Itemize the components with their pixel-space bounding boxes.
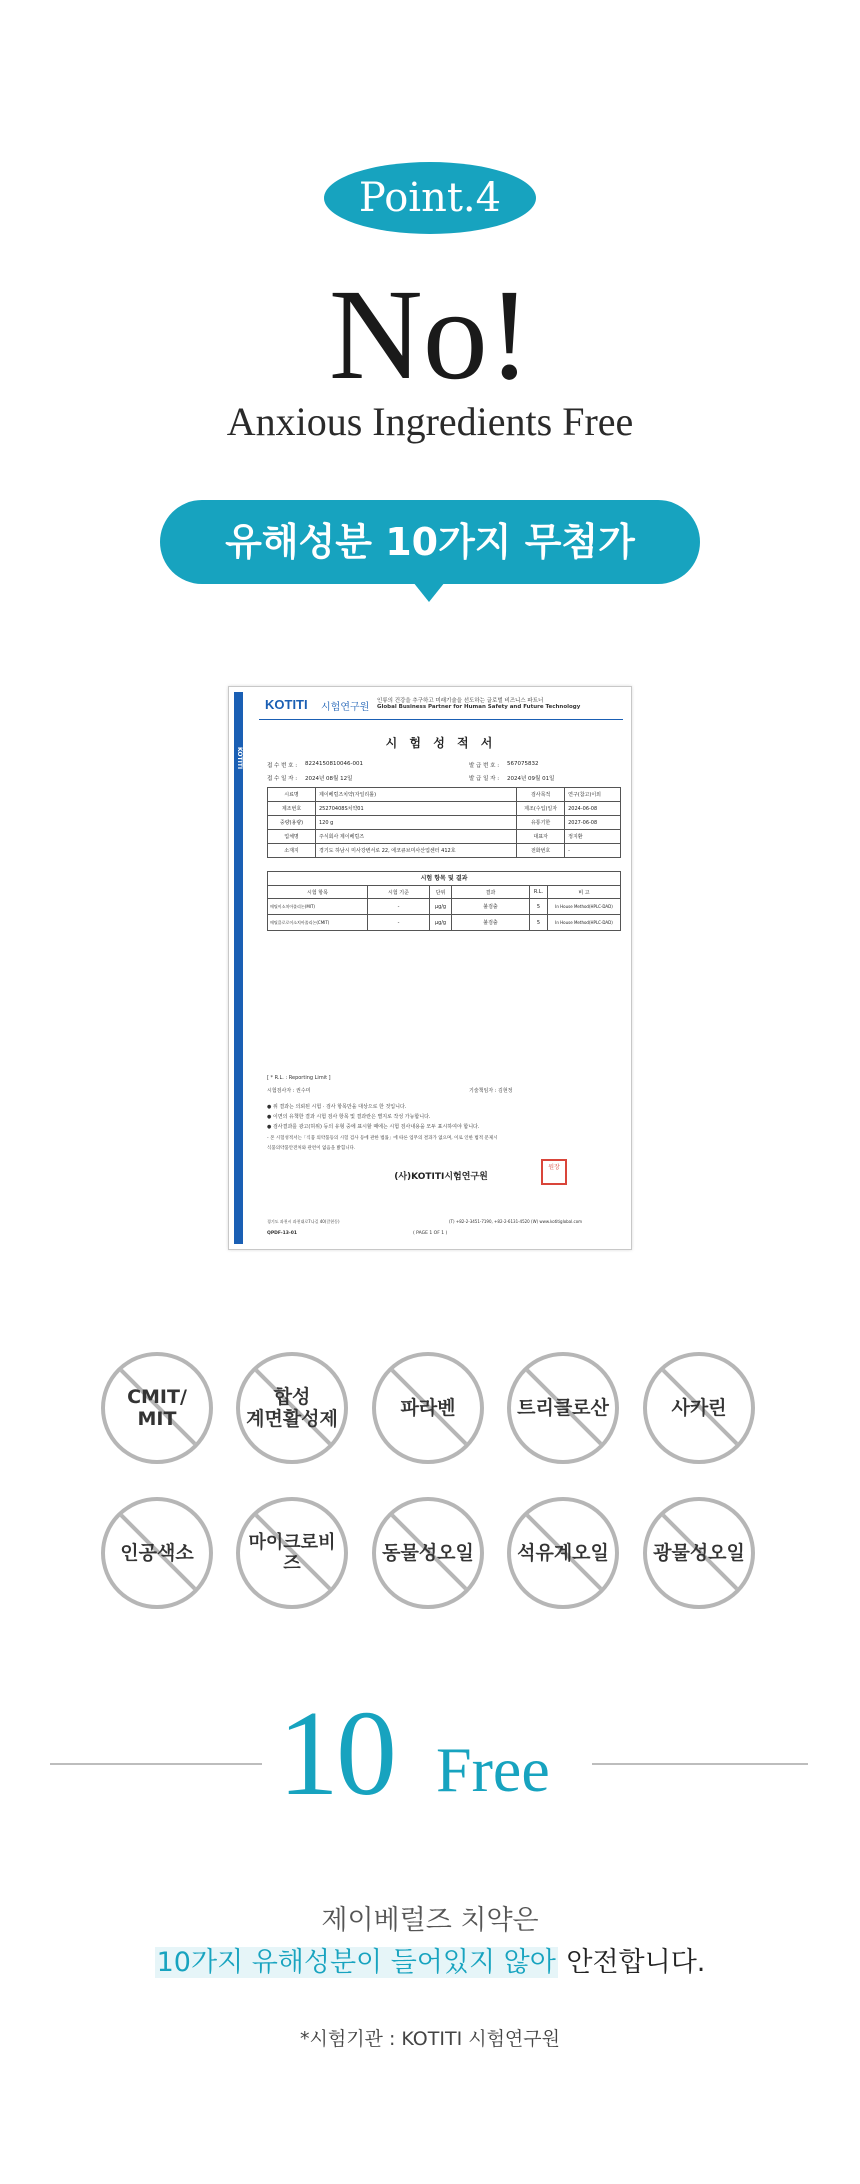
certificate-note: 시험검사자 : 권수미 [267, 1088, 311, 1094]
official-seal: 원장 [541, 1159, 567, 1185]
badge-no-petroleum-oil [507, 1497, 619, 1609]
certificate-note: ● 검사결과를 광고(허위) 등의 유형 중에 표시할 때에는 시험 검사내용을 모두 표시하여야 합니다. [267, 1124, 480, 1130]
certificate-side-strip [234, 692, 243, 1244]
point-badge: Point.4 [324, 162, 536, 234]
info-label: 업체명 [268, 830, 316, 844]
subheadline: Anxious Ingredients Free [226, 399, 634, 444]
certificate-tagline-kr: 인류의 건강을 추구하고 미래기술을 선도하는 글로벌 비즈니스 파트너 [377, 698, 544, 704]
table-row [268, 915, 621, 931]
certificate-side-text: KOTITI [236, 747, 243, 770]
info-value: 25270408S치약01 [316, 802, 517, 816]
issue-date: 2024년 09월 01일 [507, 776, 555, 782]
badge-no-saccharin [643, 1352, 755, 1464]
closing-rest: 안전합니다. [557, 1947, 706, 1978]
badge-no-microbeads [236, 1497, 348, 1609]
badge-label: 트리클로산 [517, 1396, 609, 1419]
info-label: 소재지 [268, 844, 316, 858]
badge-label: 합성 계면활성제 [246, 1385, 338, 1430]
table-cell: In House Method(HPLC-DAD) [548, 899, 621, 915]
info-value: 주식회사 제이베럴즈 [316, 830, 517, 844]
divider-left [50, 1763, 262, 1765]
badge-no-mineral-oil [643, 1497, 755, 1609]
testing-agency-footnote: *시험기관 : KOTITI 시험연구원 [299, 2028, 560, 2050]
table-row [268, 802, 621, 816]
table-cell: 5 [530, 915, 548, 931]
info-label: 대표자 [517, 830, 565, 844]
certificate-info-table [267, 787, 621, 858]
table-cell: μg/g [430, 899, 452, 915]
info-value: 2027-06-08 [565, 816, 621, 830]
badge-label: 파라벤 [400, 1396, 456, 1419]
info-label: 전화번호 [517, 844, 565, 858]
table-row [268, 788, 621, 802]
table-cell: 5 [530, 899, 548, 915]
info-label: 제조번호 [268, 802, 316, 816]
table-cell: 불검출 [452, 899, 530, 915]
badge-no-synthetic-surfactant [236, 1352, 348, 1464]
info-value: 제이베럴즈치약(자일리톨) [316, 788, 517, 802]
info-label: 유통기한 [517, 816, 565, 830]
badge-label: 인공색소 [120, 1541, 194, 1564]
info-value: 120 g [316, 816, 517, 830]
badge-no-artificial-color [101, 1497, 213, 1609]
badge-label: 사카린 [671, 1396, 727, 1419]
info-value: 경기도 하남시 미사강변서로 22, 에코큐브미사산업센터 412호 [316, 844, 517, 858]
receipt-no: 8224150810046-001 [305, 761, 363, 767]
table-cell: - [368, 899, 430, 915]
kotiti-logo: KOTITI [265, 697, 308, 712]
issue-no-label: 발 급 번 호 : [469, 763, 500, 769]
certificate-organization: (사)KOTITI시험연구원 [394, 1172, 488, 1182]
info-label: 검사목적 [517, 788, 565, 802]
column-header: R.L. [530, 886, 548, 899]
table-row [268, 899, 621, 915]
ten-free-word: Free [436, 1734, 550, 1805]
certificate-page: ( PAGE 1 OF 1 ) [413, 1231, 448, 1236]
certificate-doc-code: QPDF-13-01 [267, 1231, 298, 1236]
receipt-date-label: 접 수 일 자 : [267, 776, 298, 782]
certificate-note: 식품의약품안전처와 관련이 없음을 밝힙니다. [267, 1146, 356, 1151]
badge-no-cmit-mit [101, 1352, 213, 1464]
table-header-row [268, 886, 621, 899]
info-value: - [565, 844, 621, 858]
table-cell: μg/g [430, 915, 452, 931]
certificate-title: 시 험 성 적 서 [385, 736, 497, 750]
receipt-no-label: 접 수 번 호 : [267, 763, 298, 769]
badge-no-triclosan [507, 1352, 619, 1464]
column-header: 비 고 [548, 886, 621, 899]
closing-line-1: 제이베럴즈 치약은 [321, 1905, 539, 1936]
column-header: 시험 항목 [268, 886, 368, 899]
badge-label: 동물성오일 [382, 1541, 474, 1564]
certificate-footer-address: 경기도 과천시 과천대로7나길 40(갈현동) [267, 1219, 340, 1224]
badge-label: 마이크로비즈 [248, 1531, 336, 1574]
info-value: 정지환 [565, 830, 621, 844]
closing-highlight: 10가지 유해성분이 들어있지 않아 [156, 1947, 556, 1978]
table-row [268, 816, 621, 830]
receipt-date: 2024년 08월 12일 [305, 776, 353, 782]
table-row [268, 830, 621, 844]
issue-date-label: 발 급 일 자 : [469, 776, 500, 782]
badge-label: 광물성오일 [653, 1541, 745, 1564]
certificate-note: - 본 시험성적서는「식품 의약품등의 시험 검사 등에 관한 법률」에 따른 업무의 결과가 없으며, 이로 인한 법적 문제시 [267, 1136, 498, 1141]
badge-no-paraben [372, 1352, 484, 1464]
headline: No! [328, 263, 532, 407]
issue-no: 567075832 [507, 761, 539, 767]
closing-line-2 [0, 1940, 860, 1979]
column-header: 시험 기준 [368, 886, 430, 899]
speech-bubble-tail [413, 582, 445, 602]
column-header: 단위 [430, 886, 452, 899]
results-table [267, 885, 621, 931]
badge-label: 석유계오일 [517, 1541, 609, 1564]
speech-bubble-title: 유해성분 10가지 무첨가 [160, 500, 700, 584]
badge-no-animal-oil [372, 1497, 484, 1609]
info-label: 제조(수입)일자 [517, 802, 565, 816]
badge-label: CMIT/ MIT [127, 1385, 187, 1430]
table-cell: In House Method(HPLC-DAD) [548, 915, 621, 931]
certificate-note: 기술책임자 : 김현정 [469, 1088, 513, 1094]
certificate-footer-contact: (T) +82-2-3451-7190, +82-2-6131-4520 (W) www.kotitiglobal.com [449, 1219, 583, 1224]
results-section-title: 시험 항목 및 결과 [267, 871, 621, 885]
certificate-divider [259, 719, 623, 720]
column-header: 결과 [452, 886, 530, 899]
certificate-note: ● 이면의 유책한 결과 시험 검사 항목 및 결과란은 별지로 작성 가능합니다. [267, 1114, 431, 1120]
table-cell: - [368, 915, 430, 931]
info-label: 중량(용량) [268, 816, 316, 830]
divider-right [592, 1763, 808, 1765]
certificate-note: ● 위 결과는 의뢰된 시험 · 검사 항목만을 대상으로 한 것입니다. [267, 1104, 407, 1110]
certificate-note: [ * R.L. : Reporting Limit ] [267, 1075, 331, 1081]
kotiti-logo-sub: 시험연구원 [321, 702, 370, 713]
table-cell: 메틸클로로이소치아졸리논(CMIT) [268, 915, 368, 931]
certificate-tagline-en: Global Business Partner for Human Safety and Future Technology [377, 704, 581, 710]
info-value: 연구(참고)이외 [565, 788, 621, 802]
test-certificate [228, 686, 632, 1250]
table-cell: 불검출 [452, 915, 530, 931]
ten-free-number: 10 [278, 1686, 394, 1821]
table-cell: 메틸이소치아졸리논(MIT) [268, 899, 368, 915]
table-row [268, 844, 621, 858]
info-value: 2024-06-08 [565, 802, 621, 816]
info-label: 시료명 [268, 788, 316, 802]
